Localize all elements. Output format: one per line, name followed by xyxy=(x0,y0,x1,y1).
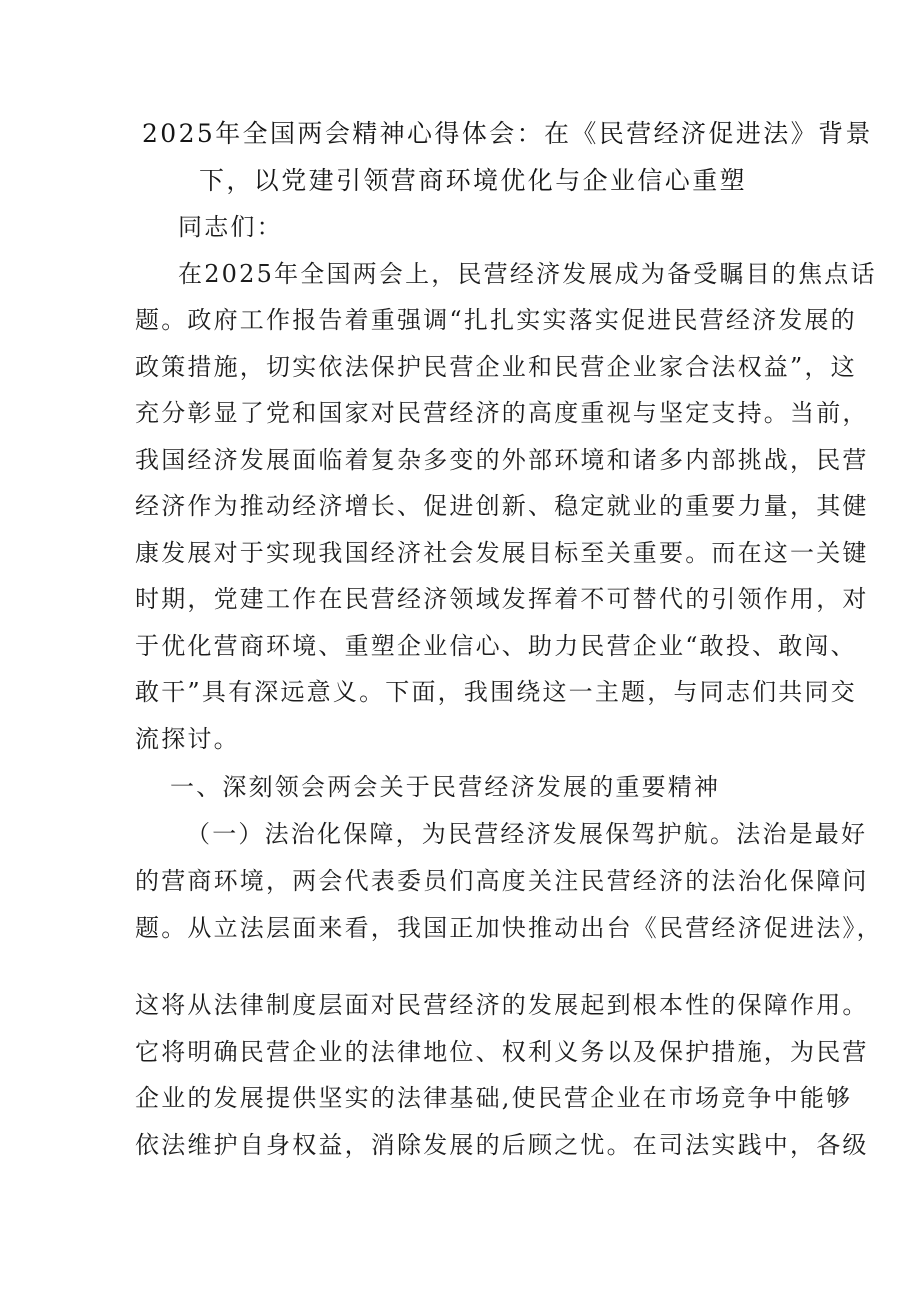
subsection-line: 依法维护自身权益，消除发展的后顾之忧。在司法实践中，各级 xyxy=(135,1131,869,1159)
subsection-line: 它将明确民营企业的法律地位、权利义务以及保护措施，为民营 xyxy=(135,1038,869,1066)
subsection-line: 企业的发展提供坚实的法律基础,使民营企业在市场竞争中能够 xyxy=(135,1084,853,1112)
subsection-line: 题。从立法层面来看，我国正加快推动出台《民营经济促进法》， xyxy=(135,914,883,942)
subsection-line: （一）法治化保障，为民营经济发展保驾护航。法治是最好 xyxy=(186,820,868,848)
intro-line: 政策措施，切实依法保护民营企业和民营企业家合法权益”，这 xyxy=(135,353,857,381)
section-heading: 一、深刻领会两会关于民营经济发展的重要精神 xyxy=(170,773,721,801)
intro-line: 充分彰显了党和国家对民营经济的高度重视与坚定支持。当前， xyxy=(135,399,869,427)
subsection-line: 的营商环境，两会代表委员们高度关注民营经济的法治化保障问 xyxy=(135,867,869,895)
greeting: 同志们： xyxy=(178,213,283,241)
document-title-line-1: 2025年全国两会精神心得体会：在《民营经济促进法》背景 xyxy=(142,119,873,148)
intro-line: 题。政府工作报告着重强调“扎扎实实落实促进民营经济发展的 xyxy=(135,306,857,334)
intro-line: 康发展对于实现我国经济社会发展目标至关重要。而在这一关键 xyxy=(135,539,869,567)
intro-line: 在2025年全国两会上，民营经济发展成为备受瞩目的焦点话 xyxy=(178,260,877,288)
document-title-line-2: 下，以党建引领营商环境优化与企业信心重塑 xyxy=(199,166,748,195)
intro-line: 经济作为推动经济增长、促进创新、稳定就业的重要力量，其健 xyxy=(135,492,869,520)
subsection-line: 这将从法律制度层面对民营经济的发展起到根本性的保障作用。 xyxy=(135,991,869,1019)
intro-line: 时期，党建工作在民营经济领域发挥着不可替代的引领作用，对 xyxy=(135,585,869,613)
intro-line: 于优化营商环境、重塑企业信心、助力民营企业“敢投、敢闯、 xyxy=(135,632,857,660)
intro-line: 我国经济发展面临着复杂多变的外部环境和诸多内部挑战，民营 xyxy=(135,446,869,474)
intro-line: 流探讨。 xyxy=(135,725,240,753)
intro-line: 敢干”具有深远意义。下面，我围绕这一主题，与同志们共同交 xyxy=(135,678,857,706)
